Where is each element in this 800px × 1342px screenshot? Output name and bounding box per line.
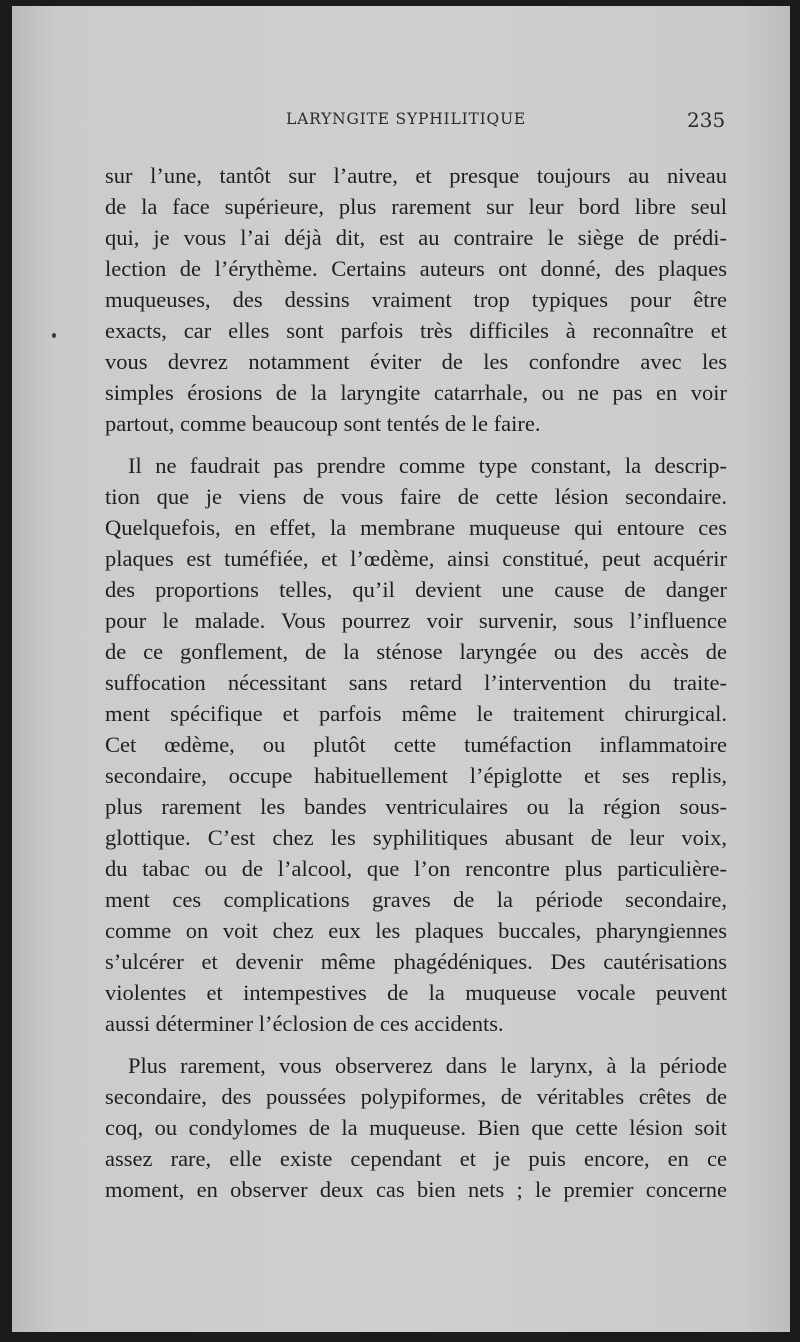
margin-ink-dot (52, 333, 56, 338)
text-line: Quelquefois, en effet, la membrane muqueuse qui entoure ces (105, 515, 727, 540)
paragraph-2 (105, 450, 727, 1039)
text-line: comme on voit chez eux les plaques buccales, pharyngiennes (105, 918, 727, 943)
text-line: secondaire, des poussées polypiformes, de véritables crêtes de (105, 1084, 727, 1109)
text-line: exacts, car elles sont parfois très difficiles à reconnaître et (105, 318, 727, 343)
text-line: muqueuses, des dessins vraiment trop typiques pour être (105, 287, 727, 312)
text-line: partout, comme beaucoup sont tentés de le faire. (105, 411, 541, 436)
text-line: glottique. C’est chez les syphilitiques abusant de leur voix, (105, 825, 727, 850)
text-line: lection de l’érythème. Certains auteurs ont donné, des plaques (105, 256, 727, 281)
text-line: des proportions telles, qu’il devient une cause de danger (105, 577, 727, 602)
text-line: secondaire, occupe habituellement l’épiglotte et ses replis, (105, 763, 727, 788)
text-line: du tabac ou de l’alcool, que l’on rencontre plus particulière- (105, 856, 727, 881)
text-line: suffocation nécessitant sans retard l’intervention du traite- (105, 670, 727, 695)
text-line: ment spécifique et parfois même le traitement chirurgical. (105, 701, 727, 726)
running-header (12, 108, 790, 138)
text-line: sur l’une, tantôt sur l’autre, et presque toujours au niveau (105, 163, 727, 188)
running-title: LARYNGITE SYPHILITIQUE (286, 110, 527, 128)
text-line: vous devrez notamment éviter de les confondre avec les (105, 349, 727, 374)
text-line: moment, en observer deux cas bien nets ; le premier concerne (105, 1177, 727, 1202)
text-line: coq, ou condylomes de la muqueuse. Bien que cette lésion soit (105, 1115, 727, 1140)
text-line: plaques est tuméfiée, et l’œdème, ainsi constitué, peut acquérir (105, 546, 727, 571)
page-number: 235 (687, 108, 726, 132)
paragraph-1 (105, 160, 727, 439)
text-line: de la face supérieure, plus rarement sur leur bord libre seul (105, 194, 727, 219)
text-line: assez rare, elle existe cependant et je puis encore, en ce (105, 1146, 727, 1171)
body-text (105, 160, 727, 1205)
text-line: s’ulcérer et devenir même phagédéniques. Des cautérisations (105, 949, 727, 974)
text-line: pour le malade. Vous pourrez voir survenir, sous l’influence (105, 608, 727, 633)
text-line: de ce gonflement, de la sténose laryngée ou des accès de (105, 639, 727, 664)
text-line: ment ces complications graves de la période secondaire, (105, 887, 727, 912)
text-line: Il ne faudrait pas prendre comme type constant, la descrip- (128, 453, 727, 478)
paragraph-3 (105, 1050, 727, 1205)
text-line: Cet œdème, ou plutôt cette tuméfaction inflammatoire (105, 732, 727, 757)
text-line: Plus rarement, vous observerez dans le larynx, à la période (128, 1053, 727, 1078)
text-line: simples érosions de la laryngite catarrhale, ou ne pas en voir (105, 380, 727, 405)
book-page (12, 6, 790, 1332)
text-line: aussi déterminer l’éclosion de ces accidents. (105, 1011, 504, 1036)
text-line: plus rarement les bandes ventriculaires ou la région sous- (105, 794, 727, 819)
text-line: tion que je viens de vous faire de cette lésion secondaire. (105, 484, 727, 509)
text-line: qui, je vous l’ai déjà dit, est au contraire le siège de prédi- (105, 225, 727, 250)
text-line: violentes et intempestives de la muqueuse vocale peuvent (105, 980, 727, 1005)
